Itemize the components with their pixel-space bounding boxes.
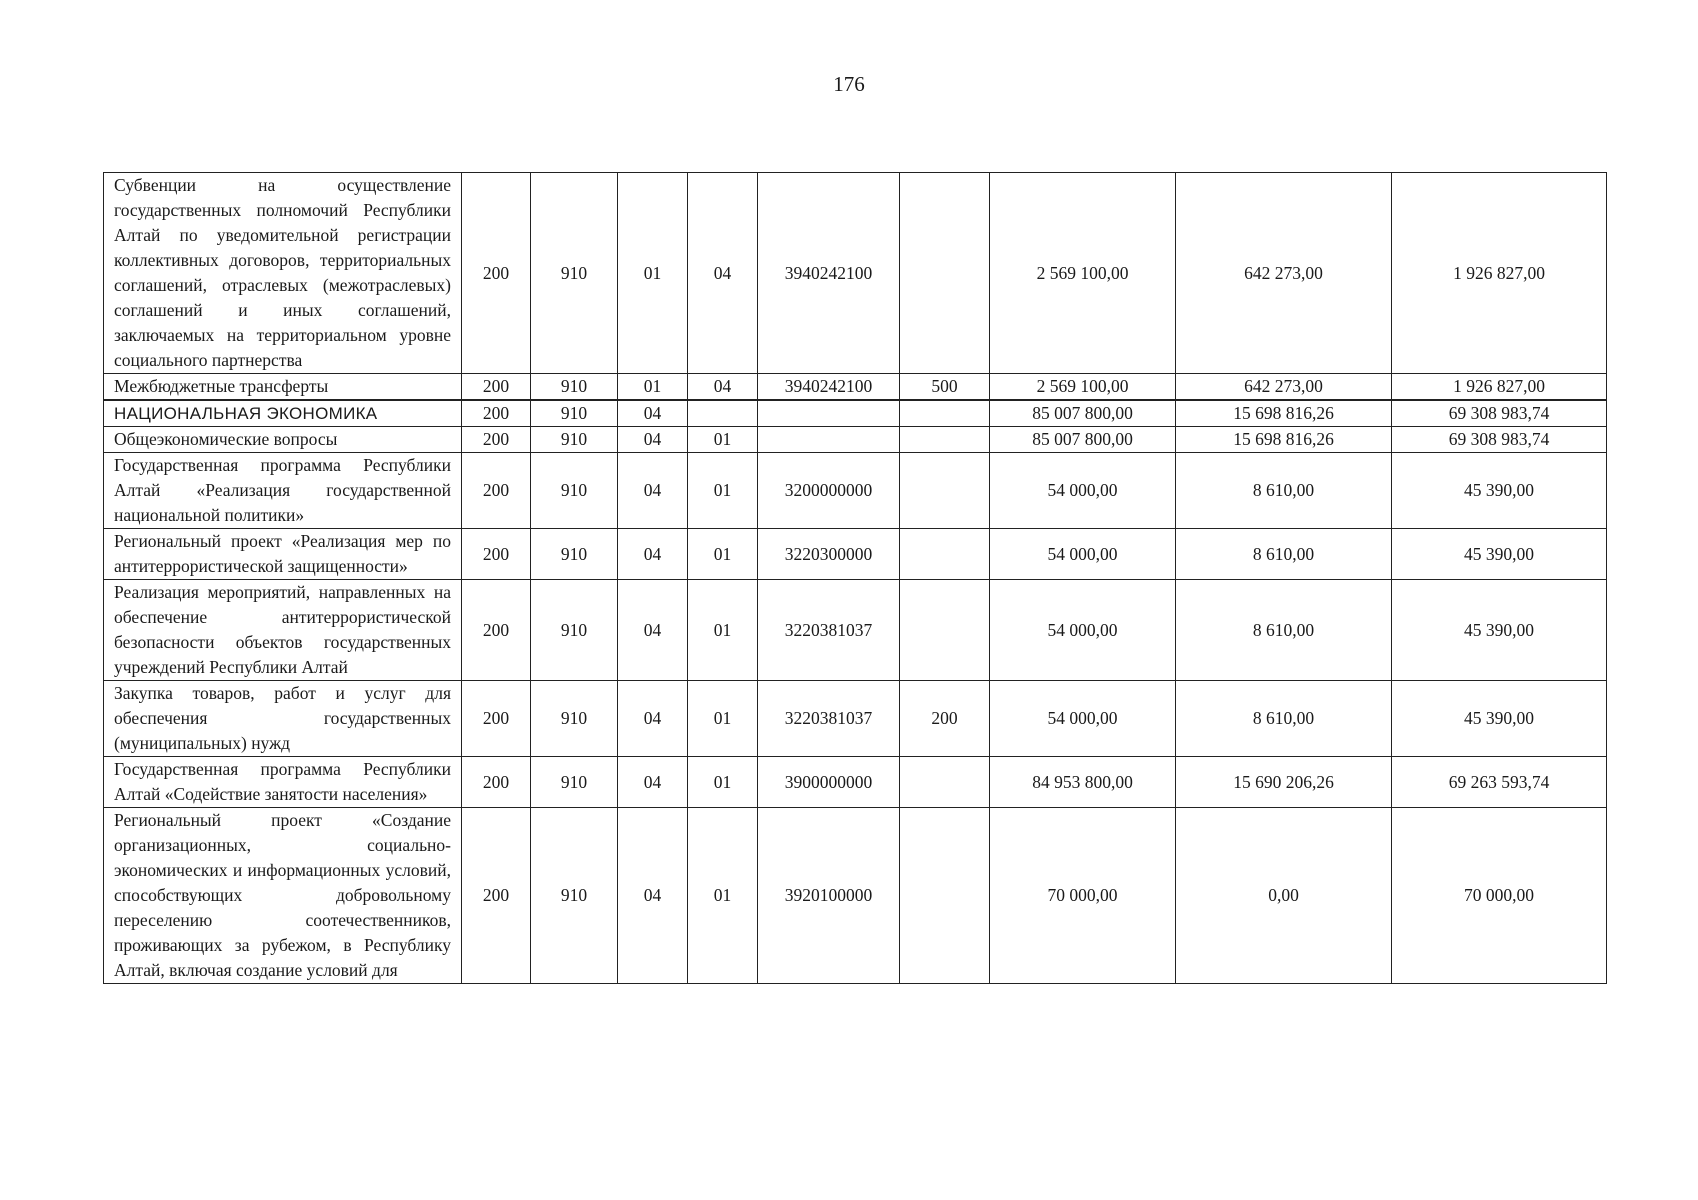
cell-value-2: 8 610,00 <box>1176 681 1392 757</box>
cell-code-4 <box>688 400 758 427</box>
cell-code-6: 200 <box>900 681 990 757</box>
cell-value-1: 85 007 800,00 <box>990 400 1176 427</box>
row-name: НАЦИОНАЛЬНАЯ ЭКОНОМИКА <box>104 400 462 427</box>
cell-value-3: 69 263 593,74 <box>1392 757 1607 808</box>
cell-code-4: 01 <box>688 681 758 757</box>
table-row <box>104 374 1607 401</box>
cell-value-2: 8 610,00 <box>1176 453 1392 529</box>
cell-code-5: 3200000000 <box>758 453 900 529</box>
table-row <box>104 173 1607 374</box>
cell-code-1: 200 <box>462 453 531 529</box>
cell-value-3: 45 390,00 <box>1392 453 1607 529</box>
cell-value-2: 8 610,00 <box>1176 580 1392 681</box>
table-row <box>104 427 1607 453</box>
cell-code-4: 04 <box>688 374 758 401</box>
table-row <box>104 580 1607 681</box>
cell-code-1: 200 <box>462 173 531 374</box>
cell-code-2: 910 <box>531 453 618 529</box>
cell-code-5: 3940242100 <box>758 374 900 401</box>
cell-code-2: 910 <box>531 681 618 757</box>
cell-code-5 <box>758 427 900 453</box>
cell-value-1: 54 000,00 <box>990 580 1176 681</box>
cell-value-3: 45 390,00 <box>1392 580 1607 681</box>
cell-value-1: 84 953 800,00 <box>990 757 1176 808</box>
cell-code-6 <box>900 400 990 427</box>
table-row <box>104 453 1607 529</box>
row-name: Закупка товаров, работ и услуг для обеспечения государственных (муниципальных) нужд <box>104 681 462 757</box>
cell-code-3: 04 <box>618 400 688 427</box>
cell-value-3: 70 000,00 <box>1392 808 1607 984</box>
cell-code-2: 910 <box>531 173 618 374</box>
cell-code-2: 910 <box>531 580 618 681</box>
cell-code-5: 3920100000 <box>758 808 900 984</box>
cell-code-2: 910 <box>531 529 618 580</box>
cell-value-2: 15 698 816,26 <box>1176 427 1392 453</box>
cell-code-1: 200 <box>462 400 531 427</box>
cell-code-3: 04 <box>618 757 688 808</box>
cell-code-6 <box>900 453 990 529</box>
cell-value-2: 0,00 <box>1176 808 1392 984</box>
cell-code-4: 01 <box>688 757 758 808</box>
cell-code-5: 3220381037 <box>758 681 900 757</box>
row-name: Реализация мероприятий, направленных на обеспечение антитеррористической безопасности объектов государственных учреждений Республики Алтай <box>104 580 462 681</box>
cell-value-1: 85 007 800,00 <box>990 427 1176 453</box>
cell-code-4: 01 <box>688 453 758 529</box>
row-name: Региональный проект «Реализация мер по антитеррористической защищенности» <box>104 529 462 580</box>
cell-code-5: 3940242100 <box>758 173 900 374</box>
row-name: Межбюджетные трансферты <box>104 374 462 401</box>
cell-value-1: 2 569 100,00 <box>990 173 1176 374</box>
cell-value-1: 54 000,00 <box>990 681 1176 757</box>
cell-code-2: 910 <box>531 808 618 984</box>
cell-value-3: 1 926 827,00 <box>1392 173 1607 374</box>
table-row <box>104 400 1607 427</box>
table-row <box>104 681 1607 757</box>
cell-value-3: 69 308 983,74 <box>1392 427 1607 453</box>
table-row <box>104 808 1607 984</box>
cell-code-3: 04 <box>618 808 688 984</box>
cell-code-2: 910 <box>531 400 618 427</box>
cell-value-3: 45 390,00 <box>1392 681 1607 757</box>
cell-code-3: 04 <box>618 453 688 529</box>
cell-code-4: 01 <box>688 529 758 580</box>
cell-code-6 <box>900 757 990 808</box>
cell-code-4: 01 <box>688 808 758 984</box>
cell-value-2: 642 273,00 <box>1176 173 1392 374</box>
page-number: 176 <box>833 72 865 96</box>
cell-code-1: 200 <box>462 529 531 580</box>
table-row <box>104 529 1607 580</box>
row-name: Субвенции на осуществление государственных полномочий Республики Алтай по уведомительной регистрации коллективных договоров, территориальных соглашений, отраслевых (межотраслевых) соглашений и иных соглашений, заключаемых на территориальном уровне социального партнерства <box>104 173 462 374</box>
cell-code-5: 3220381037 <box>758 580 900 681</box>
cell-code-4: 01 <box>688 580 758 681</box>
cell-code-1: 200 <box>462 808 531 984</box>
row-name: Региональный проект «Создание организационных, социально-экономических и информационных условий, способствующих добровольному переселению соотечественников, проживающих за рубежом, в Республику Алтай, включая создание условий для <box>104 808 462 984</box>
cell-value-1: 54 000,00 <box>990 529 1176 580</box>
cell-code-1: 200 <box>462 681 531 757</box>
cell-code-6 <box>900 427 990 453</box>
cell-value-2: 15 690 206,26 <box>1176 757 1392 808</box>
cell-code-3: 04 <box>618 580 688 681</box>
cell-code-3: 01 <box>618 173 688 374</box>
cell-code-2: 910 <box>531 757 618 808</box>
cell-code-5: 3220300000 <box>758 529 900 580</box>
cell-code-4: 04 <box>688 173 758 374</box>
cell-value-3: 45 390,00 <box>1392 529 1607 580</box>
cell-value-1: 2 569 100,00 <box>990 374 1176 401</box>
table-row <box>104 757 1607 808</box>
cell-code-6: 500 <box>900 374 990 401</box>
cell-code-4: 01 <box>688 427 758 453</box>
row-name: Общеэкономические вопросы <box>104 427 462 453</box>
cell-code-6 <box>900 529 990 580</box>
cell-code-5 <box>758 400 900 427</box>
cell-code-1: 200 <box>462 427 531 453</box>
cell-code-1: 200 <box>462 374 531 401</box>
cell-value-2: 8 610,00 <box>1176 529 1392 580</box>
cell-value-1: 54 000,00 <box>990 453 1176 529</box>
cell-code-3: 01 <box>618 374 688 401</box>
cell-code-5: 3900000000 <box>758 757 900 808</box>
cell-value-3: 1 926 827,00 <box>1392 374 1607 401</box>
cell-code-2: 910 <box>531 374 618 401</box>
row-name: Государственная программа Республики Алтай «Содействие занятости населения» <box>104 757 462 808</box>
cell-value-1: 70 000,00 <box>990 808 1176 984</box>
cell-code-2: 910 <box>531 427 618 453</box>
cell-value-2: 15 698 816,26 <box>1176 400 1392 427</box>
budget-table <box>103 172 1607 984</box>
row-name: Государственная программа Республики Алтай «Реализация государственной национальной политики» <box>104 453 462 529</box>
cell-code-6 <box>900 173 990 374</box>
cell-code-1: 200 <box>462 580 531 681</box>
cell-value-3: 69 308 983,74 <box>1392 400 1607 427</box>
cell-value-2: 642 273,00 <box>1176 374 1392 401</box>
cell-code-3: 04 <box>618 681 688 757</box>
cell-code-6 <box>900 580 990 681</box>
cell-code-3: 04 <box>618 427 688 453</box>
cell-code-3: 04 <box>618 529 688 580</box>
cell-code-1: 200 <box>462 757 531 808</box>
cell-code-6 <box>900 808 990 984</box>
